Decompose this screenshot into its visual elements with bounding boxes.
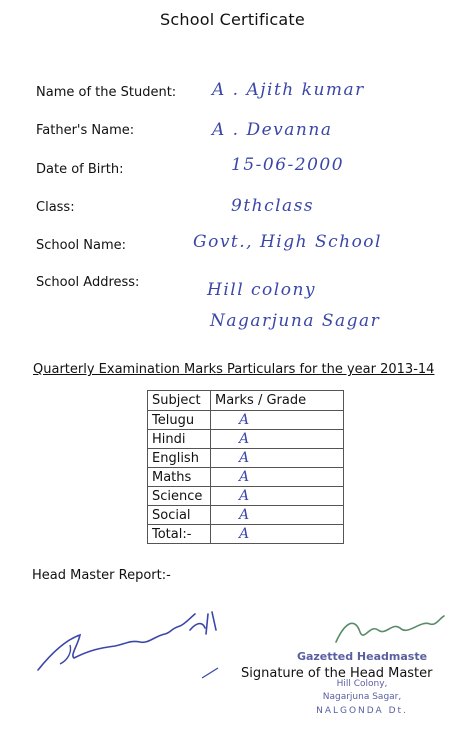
student-name-label: Name of the Student: [36, 85, 177, 100]
handwritten-signature-left [30, 600, 230, 680]
school-address-label: School Address: [36, 275, 140, 290]
head-master-report-label: Head Master Report:- [32, 568, 171, 583]
stamp-line-4: NALGONDA Dt. [316, 706, 408, 716]
grade-cell: A [211, 487, 344, 506]
table-row [148, 506, 344, 525]
column-header-subject: Subject [148, 391, 211, 411]
father-name-value: A . Devanna [212, 120, 333, 140]
table-row [148, 430, 344, 449]
school-address-line1: Hill colony [207, 280, 317, 300]
subject-cell: Telugu [148, 411, 211, 430]
table-row [148, 525, 344, 544]
class-label: Class: [36, 200, 75, 215]
grade-cell: A [211, 411, 344, 430]
column-header-grade: Marks / Grade [211, 391, 344, 411]
school-name-label: School Name: [36, 238, 127, 253]
subject-cell: Maths [148, 468, 211, 487]
school-address-line2: Nagarjuna Sagar [210, 311, 381, 331]
headmaster-signature-scribble [330, 612, 450, 654]
grade-cell: A [211, 430, 344, 449]
dob-label: Date of Birth: [36, 162, 124, 177]
subject-cell: Hindi [148, 430, 211, 449]
marks-heading: Quarterly Examination Marks Particulars for the year 2013-14 [33, 362, 435, 377]
grade-cell: A [211, 449, 344, 468]
marks-table [147, 390, 344, 544]
total-grade-cell: A [211, 525, 344, 544]
total-cell: Total:- [148, 525, 211, 544]
signature-label: Signature of the Head Master [241, 666, 433, 681]
father-name-label: Father's Name: [36, 123, 135, 138]
school-name-value: Govt., High School [193, 232, 382, 252]
table-row [148, 487, 344, 506]
dob-value: 15-06-2000 [231, 155, 345, 175]
subject-cell: Social [148, 506, 211, 525]
grade-cell: A [211, 506, 344, 525]
table-row [148, 449, 344, 468]
stamp-line-3: Nagarjuna Sagar, [322, 692, 402, 702]
class-value: 9thclass [231, 196, 315, 216]
grade-cell: A [211, 468, 344, 487]
table-row [148, 468, 344, 487]
table-header-row [148, 391, 344, 411]
stamp-title: Gazetted Headmaste [296, 650, 428, 663]
student-name-value: A . Ajith kumar [212, 80, 365, 100]
stamp-line-2: Hill Colony, [336, 679, 388, 689]
document-title: School Certificate [160, 10, 305, 29]
table-row [148, 411, 344, 430]
subject-cell: Science [148, 487, 211, 506]
subject-cell: English [148, 449, 211, 468]
